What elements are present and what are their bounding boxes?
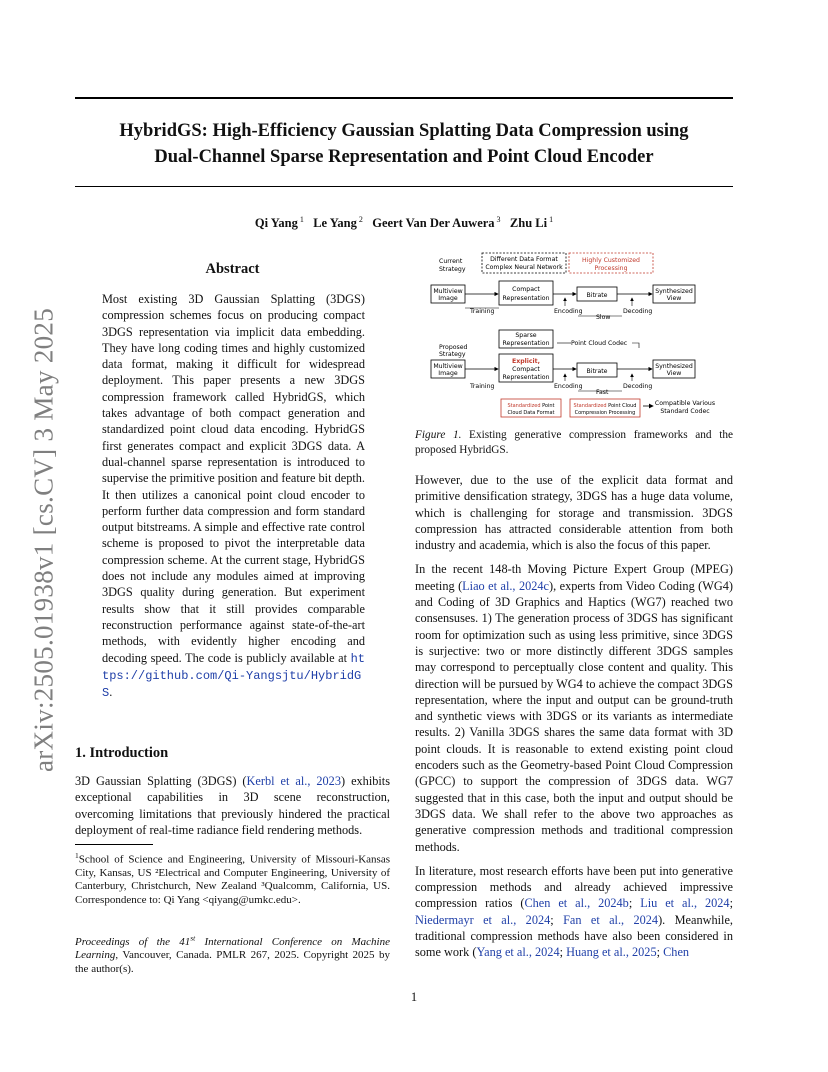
text-decoding: Decoding	[623, 383, 653, 390]
citation-link[interactable]: Chen	[663, 945, 690, 960]
text-fast: Fast	[596, 389, 609, 396]
text-explicit: Explicit,	[512, 358, 540, 365]
paragraph: In literature, most research efforts have been put into generative compression methods and already achieved impressive compression ratios (Chen et al., 2024b; Liu et al., 2024; Niedermayr et al., 2024; Fan et al., 2024). Meanwhile, traditional compression methods have also been considered in some work (Yang et al., 2024; Huang et al., 2025; Chen	[415, 863, 733, 960]
proceedings-note: Proceedings of the 41st International Conference on Machine Learning, Vancouver, Canada. PMLR 267, 2025. Copyright 2025 by the author(s).	[75, 933, 390, 975]
citation-link[interactable]: Yang et al., 2024	[476, 945, 560, 960]
text-representation: Representation	[502, 295, 550, 302]
abstract-heading: Abstract	[205, 261, 260, 277]
citation-link[interactable]: Kerbl et al., 2023	[246, 774, 341, 788]
right-column-body	[415, 472, 733, 961]
text-synthesized: Synthesized	[655, 288, 693, 295]
text-view: View	[666, 295, 682, 302]
text-compact: Compact	[512, 286, 540, 293]
text-training: Training	[470, 383, 495, 390]
title-bottom-rule	[75, 186, 733, 187]
text-view: View	[666, 370, 682, 377]
citation-link[interactable]: Huang et al., 2025	[566, 945, 657, 960]
text-image: Image	[438, 370, 458, 377]
paragraph: In the recent 148-th Moving Picture Expert Group (MPEG) meeting (Liao et al., 2024c), experts from Video Coding (WG4) and Coding of 3D Graphics and Haptics (WG7) reached two consensuses. 1) The generation process of 3DGS has significant room for optimization such as using less primitive, since 3DGS is surjective: two or more distinctly different 3DGS samples may correspond to perceptually close content and quality. This direction will be pursued by WG4 to achieve the compact 3DGS representation, where the input and output can be ground-truth and synthetic views with 3DGS or its variants as intermediate results. 2) Vanilla 3DGS shares the same data format with 3D point clouds. It is reasonable to extend existing point cloud encoders such as the Geometry-based Point Cloud Compression (GPCC) to support the compression of 3DGS data. WG7 suggested that in this case, both the input and output should be 3DGS data. We shall refer to the above two approaches as generative compression methods and traditional compression methods.	[415, 562, 733, 854]
text-different-format: Different Data Format	[490, 256, 558, 263]
intro-paragraph: 3D Gaussian Splatting (3DGS) (Kerbl et al., 2023) exhibits exceptional capabilities in 3D scene reconstruction, overcoming limitations that previously hindered the practical deployment of real-time radiance field rendering methods.	[75, 774, 391, 837]
page-number: 1	[410, 990, 418, 1004]
text-compact: Compact	[512, 366, 540, 373]
figure-1-diagram	[425, 250, 730, 422]
citation-link[interactable]: Liu et al., 2024	[640, 896, 730, 911]
citation-link[interactable]: Niedermayr et al., 2024	[415, 912, 551, 927]
author: Geert Van Der Auwera $^3$	[372, 215, 501, 231]
bracket	[632, 343, 639, 348]
section-heading-introduction: 1. Introduction	[75, 745, 169, 761]
svg-text:Standardized Point: Standardized Point	[507, 403, 555, 409]
title-top-rule	[75, 97, 733, 99]
footnote-rule	[75, 844, 153, 845]
svg-text:Standardized Point Cloud: Standardized Point Cloud	[573, 403, 637, 409]
text-bitrate: Bitrate	[586, 292, 608, 299]
text-compatible: Compatible Various	[654, 400, 716, 407]
author: Zhu Li $^1$	[509, 215, 554, 231]
text-training: Training	[470, 308, 495, 315]
text-representation: Representation	[502, 340, 550, 347]
text-synthesized: Synthesized	[655, 363, 693, 370]
text-multiview: Multiview	[433, 288, 463, 295]
author: Qi Yang $^1$	[254, 215, 304, 231]
text-representation: Representation	[502, 374, 550, 381]
author: Le Yang $^2$	[313, 215, 363, 231]
text-multiview: Multiview	[433, 363, 463, 370]
text-highly-customized: Highly Customized	[582, 257, 640, 264]
label-proposed-strategy: Proposed	[439, 344, 468, 351]
text-processing: Processing	[594, 265, 628, 272]
text-cloud-data-format: Cloud Data Format	[507, 410, 555, 416]
citation-link[interactable]: Fan et al., 2024	[563, 912, 659, 927]
text-image: Image	[438, 295, 458, 302]
text-sparse: Sparse	[515, 332, 537, 339]
text-standard-codec: Standard Codec	[660, 408, 710, 415]
text-encoding: Encoding	[554, 383, 583, 390]
label-current-strategy: Strategy	[439, 266, 466, 273]
text-complex-network: Complex Neural Network	[485, 264, 563, 271]
figure-1-caption: Figure 1. Existing generative compression frameworks and the proposed HybridGS.	[415, 429, 734, 456]
text-encoding: Encoding	[554, 308, 583, 315]
label-proposed-strategy: Strategy	[439, 351, 466, 358]
arxiv-identifier: arXiv:2505.01938v1 [cs.CV] 3 May 2025	[28, 307, 59, 773]
affiliation-footnote: $^1$School of Science and Engineering, University of Missouri-Kansas City, Kansas, US ²Electrical and Computer Engineering, University of Canterbury, Christchurch, New Zealand ³Qualcomm, California, US. Correspondence to: Qi Yang <qiyang@umkc.edu>.	[75, 851, 390, 906]
text-point-cloud-codec: Point Cloud Codec	[571, 340, 628, 347]
paper-title: HybridGS: High-Efficiency Gaussian Splatting Data Compression using Dual-Channel Sparse Representation and Point Cloud Encoder	[119, 121, 689, 167]
paragraph: However, due to the use of the explicit data format and primitive densification strategy, 3DGS has a huge data volume, which is challenging for storage and transmission. 3DGS compression has attracted considerable attention from both industry and academia, which is also the focus of this paper.	[415, 473, 733, 553]
text-slow: Slow	[596, 314, 611, 321]
text-decoding: Decoding	[623, 308, 653, 315]
author-list	[75, 215, 733, 231]
abstract-body: Most existing 3D Gaussian Splatting (3DGS) compression schemes focus on producing compact 3DGS representation via implicit data embedding. They have long coding times and highly customized data format, making it difficult for widespread deployment. This paper presents a new 3DGS compression framework called HybridGS, which takes advantage of both compact generation and standardized point cloud data encoding. HybridGS first generates compact and explicit 3DGS data. A dual-channel sparse representation is introduced to supervise the primitive position and feature bit depth. It then utilizes a canonical point cloud encoder to perform further data compression and form standard output bitstreams. A simple and effective rate control scheme is proposed to pivot the interpretable data compression scheme. At the current stage, HybridGS does not include any modules aimed at improving 3DGS quality during generation. But experiment results show that it still provides comparable reconstruction performance against state-of-the-art methods, with evidently higher encoding and decoding speed. The code is publicly available at https://github.com/Qi-Yangsjtu/HybridGS.	[102, 292, 366, 701]
citation-link[interactable]: Chen et al., 2024b	[524, 896, 629, 911]
text-bitrate: Bitrate	[586, 368, 608, 375]
citation-link[interactable]: Liao et al., 2024c	[462, 578, 550, 593]
label-current-strategy: Current	[439, 258, 463, 265]
text-compression-processing: Compression Processing	[574, 410, 636, 416]
code-link[interactable]: https://github.com/Qi-Yangsjtu/HybridGS	[102, 651, 366, 701]
